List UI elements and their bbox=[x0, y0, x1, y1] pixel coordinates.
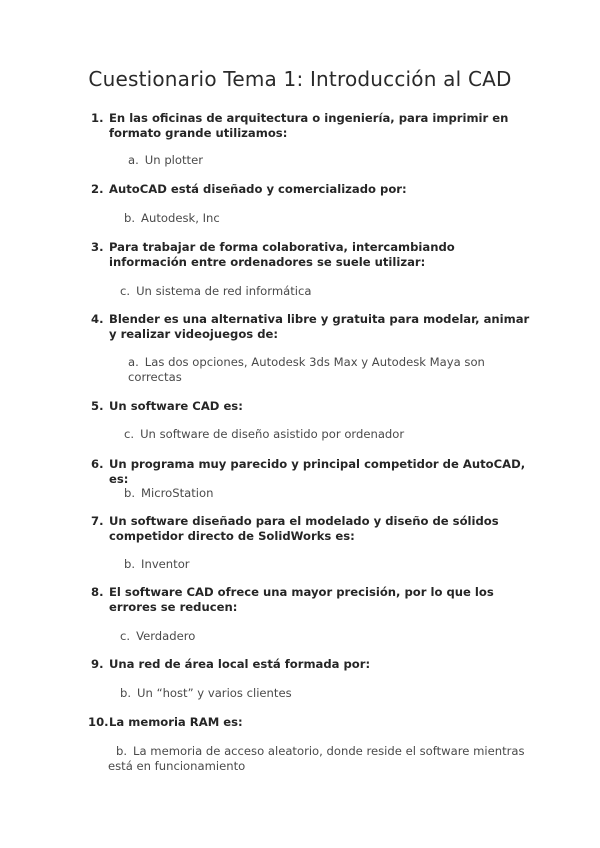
answer-option: c. bbox=[124, 427, 135, 441]
answer-text: Verdadero bbox=[136, 629, 196, 643]
answer-option: c. bbox=[120, 629, 131, 643]
answer-option: a. bbox=[128, 355, 139, 369]
answer-option: b. bbox=[116, 744, 128, 758]
answer-text: Un software de diseño asistido por ordenador bbox=[140, 427, 405, 441]
answer-option: b. bbox=[124, 486, 136, 500]
question-7 bbox=[91, 514, 531, 544]
question-text: Una red de área local está formada por: bbox=[109, 657, 371, 671]
question-10 bbox=[88, 715, 528, 730]
question-text: El software CAD ofrece una mayor precisión, por lo que los errores se reducen: bbox=[109, 585, 494, 614]
question-6 bbox=[91, 457, 531, 487]
answer-7 bbox=[124, 557, 190, 572]
question-number: 4. bbox=[91, 312, 104, 326]
question-4 bbox=[91, 312, 531, 342]
answer-5 bbox=[124, 427, 404, 442]
question-text: AutoCAD está diseñado y comercializado por: bbox=[109, 182, 407, 196]
answer-3 bbox=[120, 284, 311, 299]
question-number: 5. bbox=[91, 399, 104, 413]
answer-8 bbox=[120, 629, 195, 644]
question-5 bbox=[91, 399, 531, 414]
page-title: Cuestionario Tema 1: Introducción al CAD bbox=[88, 67, 512, 91]
question-number: 8. bbox=[91, 585, 104, 599]
answer-text: La memoria de acceso aleatorio, donde reside el software mientras está en funcionamiento bbox=[108, 744, 525, 773]
question-9 bbox=[91, 657, 531, 672]
question-text: Un software CAD es: bbox=[109, 399, 243, 413]
answer-text: Autodesk, Inc bbox=[141, 211, 220, 225]
answer-option: c. bbox=[120, 284, 131, 298]
answer-10 bbox=[108, 744, 528, 774]
answer-4 bbox=[128, 355, 498, 385]
question-text: Blender es una alternativa libre y gratuita para modelar, animar y realizar videojuegos de: bbox=[109, 312, 530, 341]
question-3 bbox=[91, 240, 531, 270]
question-number: 1. bbox=[91, 111, 104, 125]
answer-option: b. bbox=[124, 211, 136, 225]
question-text: Para trabajar de forma colaborativa, intercambiando información entre ordenadores se suele utilizar: bbox=[109, 240, 455, 269]
question-number: 10. bbox=[88, 715, 109, 729]
question-text: La memoria RAM es: bbox=[109, 715, 243, 729]
question-number: 9. bbox=[91, 657, 104, 671]
answer-text: Un sistema de red informática bbox=[136, 284, 312, 298]
question-text: En las oficinas de arquitectura o ingeniería, para imprimir en formato grande utilizamos: bbox=[109, 111, 509, 140]
question-1 bbox=[91, 111, 531, 141]
answer-text: Inventor bbox=[141, 557, 190, 571]
answer-1 bbox=[128, 153, 203, 168]
answer-text: Un “host” y varios clientes bbox=[137, 686, 292, 700]
answer-option: a. bbox=[128, 153, 139, 167]
answer-option: b. bbox=[124, 557, 136, 571]
question-number: 3. bbox=[91, 240, 104, 254]
answer-text: Un plotter bbox=[144, 153, 203, 167]
question-text: Un software diseñado para el modelado y diseño de sólidos competidor directo de SolidWorks es: bbox=[109, 514, 499, 543]
question-2 bbox=[91, 182, 531, 197]
answer-6 bbox=[124, 486, 213, 501]
answer-2 bbox=[124, 211, 220, 226]
question-text: Un programa muy parecido y principal competidor de AutoCAD, es: bbox=[109, 457, 526, 486]
question-number: 6. bbox=[91, 457, 104, 471]
answer-option: b. bbox=[120, 686, 132, 700]
answer-text: MicroStation bbox=[141, 486, 214, 500]
answer-9 bbox=[120, 686, 292, 701]
question-8 bbox=[91, 585, 531, 615]
answer-text: Las dos opciones, Autodesk 3ds Max y Autodesk Maya son correctas bbox=[128, 355, 485, 384]
question-number: 2. bbox=[91, 182, 104, 196]
question-number: 7. bbox=[91, 514, 104, 528]
